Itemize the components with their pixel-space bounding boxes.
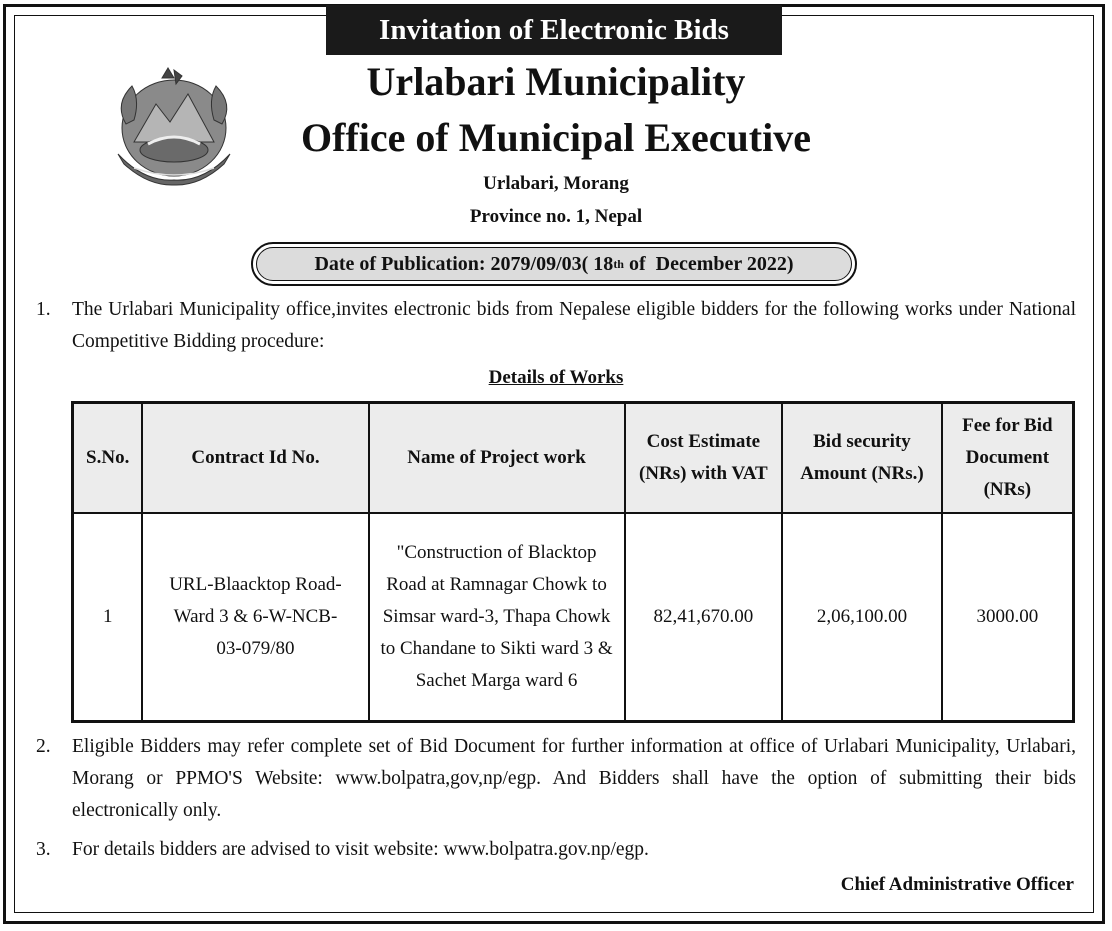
header-sno: S.No. — [73, 403, 143, 514]
cell-cost-estimate: 82,41,670.00 — [625, 513, 783, 722]
paragraph-3-number: 3. — [36, 839, 51, 860]
cell-sno: 1 — [73, 513, 143, 722]
paragraph-1 — [36, 294, 1076, 358]
header-contract-id: Contract Id No. — [142, 403, 368, 514]
banner-title: Invitation of Electronic Bids — [326, 5, 782, 55]
paragraph-3-text: For details bidders are advised to visit website: www.bolpatra.gov.np/egp. — [72, 839, 649, 860]
address-line-2: Province no. 1, Nepal — [469, 206, 643, 227]
details-heading-text: Details of Works — [488, 367, 624, 388]
cell-fee: 3000.00 — [942, 513, 1074, 722]
publication-date-box — [251, 242, 857, 286]
paragraph-2-text: Eligible Bidders may refer complete set of Bid Document for further information at office of Urlabari Municipality, Urlabari, Morang or PPMO'S Website: www.bolpatra,gov,np/egp. And Bidders shall have the option of submitting their bids electronically only. — [72, 736, 1076, 821]
header-cost-estimate: Cost Estimate (NRs) with VAT — [625, 403, 783, 514]
publication-date: Date of Publication: 2079/09/03( 18 th of December 2022) — [256, 247, 852, 281]
paragraph-1-number: 1. — [36, 299, 51, 320]
paragraph-3 — [36, 834, 1076, 866]
paragraph-2 — [36, 731, 1076, 827]
paragraph-1-text: The Urlabari Municipality office,invites electronic bids from Nepalese eligible bidders for the following works under National Competitive Bidding procedure: — [72, 299, 1076, 352]
cell-contract-id: URL-Blaacktop Road-Ward 3 & 6-W-NCB-03-079/80 — [142, 513, 368, 722]
header-bid-security: Bid security Amount (NRs.) — [782, 403, 942, 514]
cell-bid-security: 2,06,100.00 — [782, 513, 942, 722]
header-fee: Fee for Bid Document (NRs) — [942, 403, 1074, 514]
address-line-1: Urlabari, Morang — [483, 173, 629, 194]
cell-project-name: "Construction of Blacktop Road at Ramnagar Chowk to Simsar ward-3, Thapa Chowk to Chandane to Sikti ward 3 & Sachet Marga ward 6 — [369, 513, 625, 722]
municipality-title: Urlabari Municipality — [366, 59, 746, 104]
header-project-name: Name of Project work — [369, 403, 625, 514]
paragraph-2-number: 2. — [36, 736, 51, 757]
publication-date-rest: of December 2022) — [623, 252, 794, 275]
details-heading — [0, 367, 1112, 389]
table-row — [73, 513, 1074, 722]
works-table — [71, 401, 1075, 723]
table-header-row — [73, 403, 1074, 514]
publication-date-label: Date of Publication: 2079/09/03( 18 — [314, 252, 614, 275]
office-title: Office of Municipal Executive — [301, 115, 811, 160]
signature: Chief Administrative Officer — [840, 874, 1074, 895]
